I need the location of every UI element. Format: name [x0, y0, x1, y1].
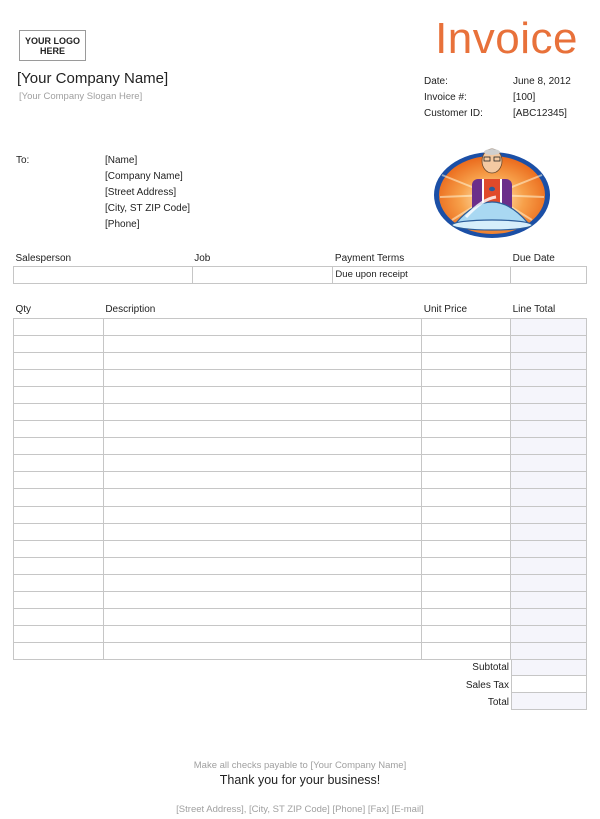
unit-price-cell[interactable] [422, 540, 511, 557]
qty-cell[interactable] [14, 609, 104, 626]
payment-terms-field[interactable]: Due upon receipt [333, 266, 511, 283]
qty-cell[interactable] [14, 352, 104, 369]
to-city: [City, ST ZIP Code] [105, 203, 191, 214]
unit-price-cell[interactable] [422, 489, 511, 506]
description-cell[interactable] [103, 421, 421, 438]
unit-price-cell[interactable] [422, 386, 511, 403]
qty-header: Qty [15, 304, 32, 316]
unit-price-cell[interactable] [422, 609, 511, 626]
line-total-cell[interactable] [511, 643, 587, 660]
item-row [14, 609, 587, 626]
line-total-cell[interactable] [511, 318, 587, 335]
description-cell[interactable] [103, 386, 421, 403]
line-total-header: Line Total [512, 304, 556, 316]
description-cell[interactable] [103, 609, 421, 626]
qty-cell[interactable] [14, 506, 104, 523]
line-total-cell[interactable] [511, 421, 587, 438]
qty-cell[interactable] [14, 403, 104, 420]
description-cell[interactable] [103, 352, 421, 369]
description-cell[interactable] [103, 643, 421, 660]
qty-cell[interactable] [14, 643, 104, 660]
line-total-cell[interactable] [511, 609, 587, 626]
terms-table [13, 251, 587, 284]
description-cell[interactable] [103, 523, 421, 540]
company-name: [Your Company Name] [17, 70, 169, 87]
total-field[interactable] [511, 693, 587, 710]
company-slogan: [Your Company Slogan Here] [19, 91, 143, 102]
checks-payable-note: Make all checks payable to [Your Company Name] [193, 760, 407, 771]
description-cell[interactable] [103, 489, 421, 506]
unit-price-cell[interactable] [422, 643, 511, 660]
item-row [14, 455, 587, 472]
line-total-cell[interactable] [511, 386, 587, 403]
unit-price-cell[interactable] [422, 352, 511, 369]
logo-placeholder: YOUR LOGO HERE [19, 30, 86, 61]
due-date-field[interactable] [511, 266, 587, 283]
item-row [14, 438, 587, 455]
due-date-label: Due Date [512, 252, 555, 264]
description-cell[interactable] [103, 472, 421, 489]
invoice-title: Invoice [435, 14, 578, 63]
item-row [14, 403, 587, 420]
line-total-cell[interactable] [511, 352, 587, 369]
item-row [14, 540, 587, 557]
unit-price-cell[interactable] [422, 455, 511, 472]
item-row [14, 352, 587, 369]
invoice-number-label: Invoice #: [424, 92, 467, 103]
qty-cell[interactable] [14, 574, 104, 591]
item-row [14, 506, 587, 523]
items-table [13, 302, 587, 660]
line-total-cell[interactable] [511, 369, 587, 386]
description-cell[interactable] [103, 506, 421, 523]
line-total-cell[interactable] [511, 335, 587, 352]
item-row [14, 523, 587, 540]
waiter-clipart [432, 145, 552, 241]
to-street: [Street Address] [105, 187, 177, 198]
unit-price-cell[interactable] [422, 335, 511, 352]
salesperson-label: Salesperson [15, 252, 72, 264]
description-cell[interactable] [103, 438, 421, 455]
unit-price-cell[interactable] [422, 523, 511, 540]
qty-cell[interactable] [14, 318, 104, 335]
item-row [14, 489, 587, 506]
line-total-cell[interactable] [511, 592, 587, 609]
customer-id-label: Customer ID: [424, 108, 483, 119]
item-row [14, 472, 587, 489]
description-cell[interactable] [103, 540, 421, 557]
qty-cell[interactable] [14, 369, 104, 386]
unit-price-cell[interactable] [422, 369, 511, 386]
qty-cell[interactable] [14, 386, 104, 403]
unit-price-cell[interactable] [422, 592, 511, 609]
line-total-cell[interactable] [511, 626, 587, 643]
line-total-cell[interactable] [511, 540, 587, 557]
line-total-cell[interactable] [511, 438, 587, 455]
to-label: To: [16, 155, 30, 166]
qty-cell[interactable] [14, 438, 104, 455]
description-cell[interactable] [103, 403, 421, 420]
unit-price-cell[interactable] [422, 557, 511, 574]
thank-you-message: Thank you for your business! [219, 773, 381, 787]
item-row [14, 592, 587, 609]
payment-terms-label: Payment Terms [334, 252, 405, 264]
description-cell[interactable] [103, 557, 421, 574]
qty-cell[interactable] [14, 626, 104, 643]
item-row [14, 574, 587, 591]
qty-cell[interactable] [14, 421, 104, 438]
description-cell[interactable] [103, 369, 421, 386]
qty-cell[interactable] [14, 335, 104, 352]
contact-line: [Street Address], [City, ST ZIP Code] [Phone] [Fax] [E-mail] [176, 804, 424, 815]
line-total-cell[interactable] [511, 574, 587, 591]
item-row [14, 386, 587, 403]
line-total-cell[interactable] [511, 489, 587, 506]
qty-cell[interactable] [14, 472, 104, 489]
unit-price-cell[interactable] [422, 506, 511, 523]
subtotal-label: Subtotal [472, 662, 509, 673]
line-total-cell[interactable] [511, 523, 587, 540]
line-total-cell[interactable] [511, 472, 587, 489]
item-row [14, 643, 587, 660]
qty-cell[interactable] [14, 455, 104, 472]
job-field[interactable] [192, 266, 333, 283]
job-label: Job [194, 252, 211, 264]
to-name: [Name] [105, 155, 138, 166]
item-row [14, 335, 587, 352]
qty-cell[interactable] [14, 523, 104, 540]
line-total-cell[interactable] [511, 455, 587, 472]
to-company: [Company Name] [105, 171, 183, 182]
unit-price-cell[interactable] [422, 626, 511, 643]
item-row [14, 557, 587, 574]
line-total-cell[interactable] [511, 506, 587, 523]
description-cell[interactable] [103, 592, 421, 609]
qty-cell[interactable] [14, 592, 104, 609]
salesperson-field[interactable] [14, 266, 193, 283]
qty-cell[interactable] [14, 557, 104, 574]
date-label: Date: [424, 76, 448, 87]
unit-price-cell[interactable] [422, 438, 511, 455]
description-cell[interactable] [103, 335, 421, 352]
item-row [14, 318, 587, 335]
line-total-cell[interactable] [511, 557, 587, 574]
sales-tax-field[interactable] [511, 676, 587, 693]
unit-price-header: Unit Price [423, 304, 468, 316]
description-cell[interactable] [103, 455, 421, 472]
subtotal-field[interactable] [511, 659, 587, 676]
invoice-number-value: [100] [513, 92, 536, 103]
qty-cell[interactable] [14, 540, 104, 557]
unit-price-cell[interactable] [422, 421, 511, 438]
description-cell[interactable] [103, 626, 421, 643]
item-row [14, 369, 587, 386]
line-total-cell[interactable] [511, 403, 587, 420]
unit-price-cell[interactable] [422, 472, 511, 489]
item-row [14, 421, 587, 438]
date-value: June 8, 2012 [513, 76, 571, 87]
sales-tax-label: Sales Tax [465, 680, 509, 691]
unit-price-cell[interactable] [422, 574, 511, 591]
item-row [14, 626, 587, 643]
unit-price-cell[interactable] [422, 403, 511, 420]
qty-cell[interactable] [14, 489, 104, 506]
unit-price-cell[interactable] [422, 318, 511, 335]
total-label: Total [487, 697, 509, 708]
description-header: Description [105, 304, 156, 316]
to-phone: [Phone] [105, 219, 140, 230]
description-cell[interactable] [103, 574, 421, 591]
customer-id-value: [ABC12345] [513, 108, 567, 119]
description-cell[interactable] [103, 318, 421, 335]
